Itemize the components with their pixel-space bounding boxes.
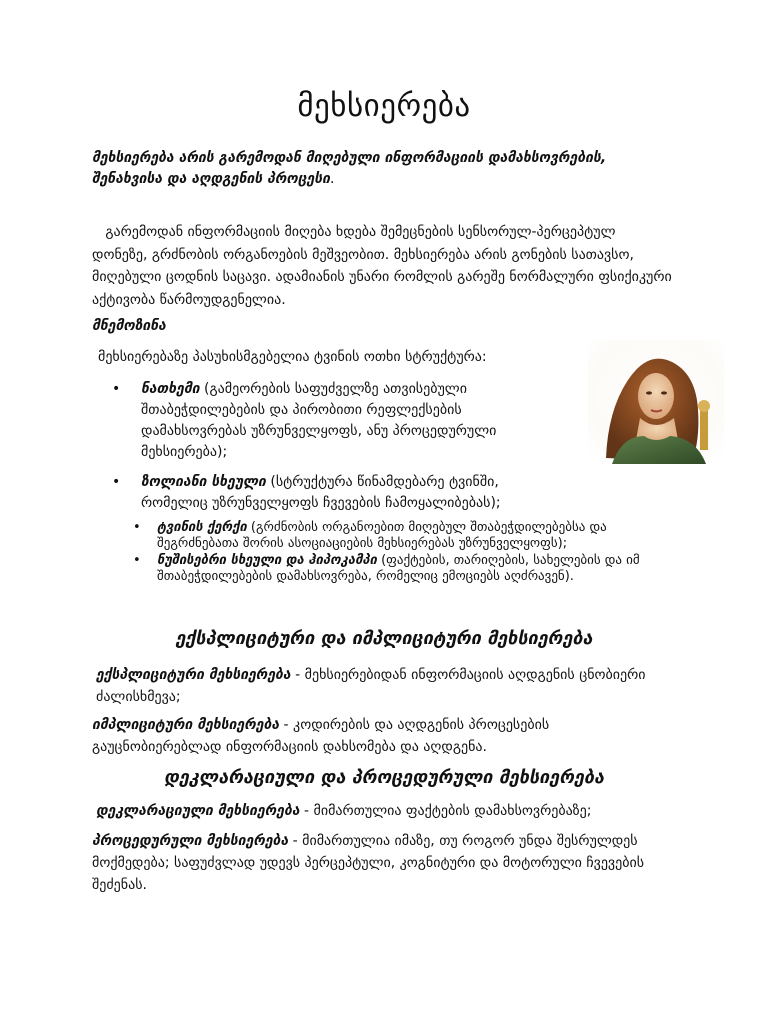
definition-desc: - მეხსიერებიდან ინფორმაციის აღდგენის ცნობიერი ძალისხმევა; bbox=[96, 667, 646, 705]
substructure-desc: (ფაქტების, თარიღების, სახელების და იმ შთაბეჭდილებების დამახსოვრება, რომელიც ემოციებს აღძრავენ). bbox=[157, 553, 640, 584]
definition-desc: - მიმართულია იმაზე, თუ როგორ უნდა შესრულდეს მოქმედება; საფუძვლად უდევს პერცეპტული, კოგნიტური და მოტორული ჩვევების შეძენას. bbox=[92, 833, 645, 893]
lead-period: . bbox=[330, 171, 335, 187]
definition-explicit bbox=[96, 664, 676, 708]
intro-paragraph bbox=[92, 221, 672, 311]
definition-procedural bbox=[92, 830, 672, 896]
structure-term: ზოლიანი სხეული bbox=[141, 474, 266, 490]
list-item bbox=[112, 379, 522, 463]
structure-desc: (გამეორების საფუძველზე ათვისებული შთაბეჭდილებების და პირობითი რეფლექსების დამახსოვრებას უზრუნველყოფს, ანუ პროცედურული მეხსიერება); bbox=[141, 381, 497, 460]
substructure-term: ტვინის ქერქი bbox=[157, 520, 247, 535]
section-heading-explicit-implicit: ექსპლიციტური და იმპლიციტური მეხსიერება bbox=[175, 628, 593, 649]
definition-term: პროცედურული მეხსიერება bbox=[92, 833, 289, 849]
mnemosyne-portrait-image bbox=[588, 340, 724, 464]
list-item bbox=[112, 472, 522, 514]
definition-term: დეკლარაციული მეხსიერება bbox=[96, 803, 300, 819]
brain-structures-list-2 bbox=[112, 472, 522, 514]
portrait-illustration bbox=[588, 340, 724, 464]
definition-desc: - კოდირების და აღდგენის პროცესების გაუცნობიერებლად ინფორმაციის დახსომება და აღდგენა. bbox=[92, 717, 550, 755]
brain-substructures-list bbox=[133, 520, 673, 586]
structure-term: ნათხემი bbox=[141, 381, 200, 397]
definition-declarative bbox=[96, 800, 676, 822]
brain-structures-list bbox=[112, 379, 522, 463]
list-item bbox=[133, 520, 673, 551]
substructure-desc: (გრძნობის ორგანოებით მიღებულ შთაბეჭდილებებსა და შეგრძნებათა შორის ასოციაციების მეხსიერებას უზრუნველყოფს); bbox=[157, 520, 607, 551]
substructure-term: ნუშისებრი სხეული და ჰიპოკამპი bbox=[157, 553, 377, 568]
section-heading-declarative-procedural: დეკლარაციული და პროცედურული მეხსიერება bbox=[163, 767, 605, 788]
definition-desc: - მიმართულია ფაქტების დამახსოვრებაზე; bbox=[299, 803, 592, 819]
mnemosyne-heading: მნემოზინა bbox=[92, 318, 166, 334]
brain-structures-intro: მეხსიერებაზე პასუხისმგებელია ტვინის ოთხი სტრუქტურა: bbox=[98, 349, 487, 365]
lead-text: მეხსიერება არის გარემოდან მიღებული ინფორმაციის დამახსოვრების, შენახვისა და აღდგენის პროცესი bbox=[92, 150, 607, 187]
definition-term: იმპლიციტური მეხსიერება bbox=[92, 717, 280, 733]
structure-desc: (სტრუქტურა წინამდებარე ტვინში, რომელიც უზრუნველყოფს ჩვევების ჩამოყალიბებას); bbox=[141, 474, 501, 511]
definition-term: ექსპლიციტური მეხსიერება bbox=[96, 667, 291, 683]
page-title: მეხსიერება bbox=[297, 88, 471, 124]
definition-implicit bbox=[92, 714, 672, 758]
intro-paragraph-text: გარემოდან ინფორმაციის მიღება ხდება შემეცნების სენსორულ-პერცეპტულ დონეზე, გრძნობის ორგანოების მეშვეობით. მეხსიერება არის გონების სათავსო, მიღებული ცოდნის საცავი. ადამიანის უნარი რომლის გარეშე ნორმალური ფსიქიკური აქტივობა წარმოუდგენელია. bbox=[92, 224, 672, 308]
lead-definition bbox=[92, 148, 672, 190]
list-item bbox=[133, 553, 673, 584]
